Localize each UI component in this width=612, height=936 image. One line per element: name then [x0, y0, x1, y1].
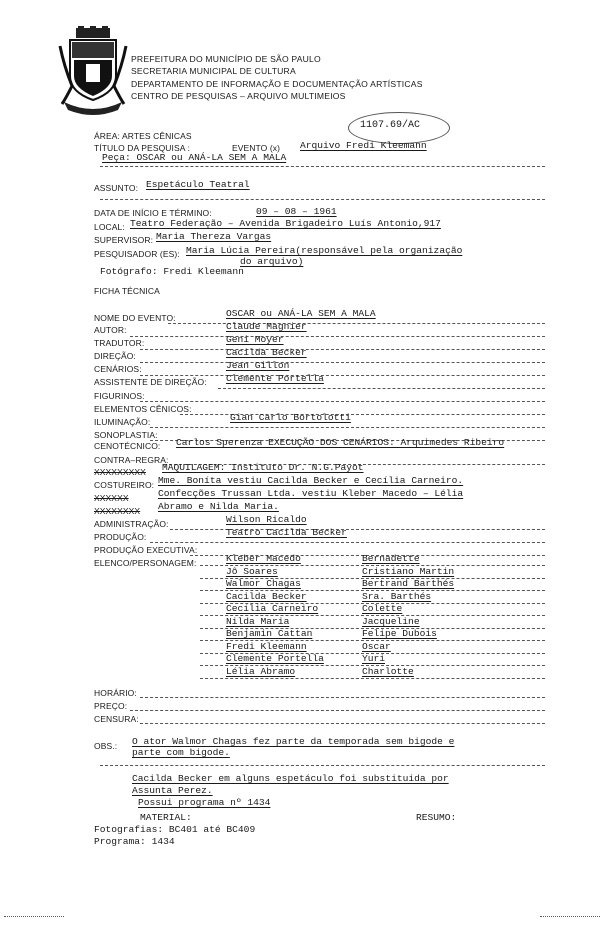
reference-number: 1107.69/AC	[360, 120, 421, 131]
autor-rule	[130, 336, 545, 337]
evento-label: EVENTO (x)	[232, 143, 281, 153]
pesquisador-value-1: Maria Lúcia Pereira(responsável pela organização	[186, 245, 463, 256]
tradutor-rule	[140, 349, 545, 350]
censura-label: CENSURA:	[94, 714, 139, 724]
contra-regra-label: CONTRA–REGRA:	[94, 455, 169, 465]
iluminacao-label: ILUMINAÇÃO:	[94, 417, 151, 427]
autor-label: AUTOR:	[94, 325, 127, 335]
assunto-label: ASSUNTO:	[94, 183, 139, 193]
cast-row-rule	[200, 678, 545, 679]
confeccoes-value-2: Abramo e Nilda Maria.	[158, 501, 279, 512]
nome-evento-label: NOME DO EVENTO:	[94, 313, 176, 323]
producao-rule	[150, 542, 545, 543]
ficha-tecnica-label: FICHA TÉCNICA	[94, 286, 160, 296]
header-line-4: CENTRO DE PESQUISAS – ARQUIVO MULTIMEIOS	[131, 91, 346, 101]
obs-line-5: Possui programa nº 1434	[138, 797, 271, 808]
data-label: DATA DE INÍCIO E TÉRMINO:	[94, 208, 212, 218]
cast-actor: Jô Soares	[226, 565, 278, 577]
cenotecnico-label: CENOTÉCNICO:	[94, 441, 161, 451]
iluminacao-rule	[150, 427, 545, 428]
header-line-2: SECRETARIA MUNICIPAL DE CULTURA	[131, 66, 296, 76]
obs-line-4: Assunta Perez.	[132, 785, 213, 796]
header-line-3: DEPARTAMENTO DE INFORMAÇÃO E DOCUMENTAÇÃO ARTÍSTICAS	[131, 79, 423, 89]
data-value: 09 – 08 – 1961	[256, 206, 337, 217]
scan-artifact-right	[540, 916, 600, 917]
cast-role: Bertrand Barthés	[362, 578, 455, 589]
pecas-value: Peça: OSCAR ou ANÁ-LA SEM A MALA	[102, 152, 287, 163]
fotografias-line: Fotografias: BC401 até BC409	[94, 824, 256, 835]
cenarios-rule	[140, 375, 545, 376]
cast-role: Jacqueline	[362, 615, 420, 627]
direcao-label: DIREÇÃO:	[94, 351, 136, 361]
supervisor-value: Maria Thereza Vargas	[156, 231, 272, 242]
elenco-label: ELENCO/PERSONAGEM:	[94, 558, 197, 568]
preco-rule	[130, 710, 545, 711]
horario-label: HORÁRIO:	[94, 688, 137, 698]
cast-actor: Cacilda Becker	[226, 590, 307, 602]
direcao-value: Cacilda Becker	[226, 347, 307, 358]
elementos-label: ELEMENTOS CÊNICOS:	[94, 404, 192, 414]
direcao-rule	[140, 362, 545, 363]
cast-role: Charlotte	[362, 665, 414, 677]
programa-strike-label: XXXXXXXX	[94, 506, 141, 516]
fotografo-value: Fotógrafo: Fredi Kleemann	[100, 266, 244, 277]
area-label: ÁREA: ARTES CÊNICAS	[94, 131, 192, 141]
header-line-1: PREFEITURA DO MUNICÍPIO DE SÃO PAULO	[131, 54, 321, 64]
cast-actor: Cecília Carneiro	[226, 603, 319, 614]
cenarios-label: CENÁRIOS:	[94, 364, 142, 374]
obs-line-2: parte com bigode.	[132, 747, 230, 758]
cast-role: Sra. Barthés	[362, 590, 432, 602]
resumo-label: RESUMO:	[416, 812, 457, 823]
administracao-label: ADMINISTRAÇÃO:	[94, 519, 169, 529]
coat-of-arms-logo	[58, 26, 128, 116]
administracao-value: Wilson Ricaldo	[226, 514, 307, 525]
local-value: Teatro Federação – Avenida Brigadeiro Luís Antonio,917	[130, 218, 441, 229]
producao-label: PRODUÇÃO:	[94, 532, 147, 542]
obs-label: OBS.:	[94, 741, 118, 751]
scan-artifact-left	[4, 916, 64, 917]
cast-actor: Walmor Chagas	[226, 578, 301, 589]
nome-evento-rule	[168, 323, 545, 324]
cast-actor: Fredi Kleemann	[226, 640, 307, 652]
tradutor-value: Geni Moyer	[226, 334, 284, 345]
cenarios-value: Jean Gillon	[226, 360, 290, 371]
cast-actor: Kleber Macedo	[226, 553, 301, 564]
censura-rule	[140, 723, 545, 724]
cast-role: Felipe Dubois	[362, 628, 437, 639]
cast-role: Yuri	[362, 653, 386, 664]
assistente-label: ASSISTENTE DE DIREÇÃO:	[94, 377, 207, 387]
supervisor-label: SUPERVISOR:	[94, 235, 154, 245]
titulo-label: TÍTULO DA PESQUISA :	[94, 143, 190, 153]
assistente-rule	[218, 388, 545, 389]
sonoplastia-label: SONOPLASTIA:	[94, 430, 158, 440]
title-rule	[100, 166, 545, 167]
cast-actor: Benjamin Cattan	[226, 628, 313, 639]
cast-actor: Lélia Abramo	[226, 665, 296, 677]
cast-role: Cristiano Martin	[362, 565, 455, 577]
maquilagem-value: MAQUILAGEM: Instituto Dr. N.G.Payot	[162, 462, 364, 473]
cast-role: Colette	[362, 603, 403, 614]
cast-actor: Clemente Portella	[226, 653, 324, 664]
programa-line: Programa: 1434	[94, 836, 175, 847]
cast-role: Oscar	[362, 640, 391, 652]
preco-label: PREÇO:	[94, 701, 128, 711]
material-label: MATERIAL:	[140, 812, 192, 823]
titulo-value: Arquivo Fredi Kleemann	[300, 140, 427, 151]
cast-actor: Nilda Maria	[226, 615, 290, 627]
maquilagem-label: XXXXXXXXX	[94, 467, 146, 477]
cenotecnico-value: Carlos Sperenza EXECUÇÃO DOS CENÁRIOS: Arquimedes Ribeiro	[176, 437, 505, 448]
obs-line-1: O ator Walmor Chagas fez parte da temporada sem bigode e	[132, 736, 455, 747]
tradutor-label: TRADUTOR:	[94, 338, 145, 348]
obs-rule-1	[100, 765, 545, 766]
local-label: LOCAL:	[94, 222, 125, 232]
figurinos-label: FIGURINOS:	[94, 391, 145, 401]
iluminacao-value: Gian Carlo Bortolotti	[230, 412, 351, 423]
assunto-rule	[100, 199, 545, 200]
pesquisador-label: PESQUISADOR (ES):	[94, 249, 180, 259]
obs-line-3: Cacilda Becker em alguns espetáculo foi substituida por	[132, 773, 449, 784]
autor-value: Claude Magnier	[226, 321, 307, 332]
confeccoes-value-1: Confecções Trussan Ltda. vestiu Kleber Macedo – Lélia	[158, 488, 464, 499]
assistente-value: Clemente Portella	[226, 373, 324, 384]
pesquisador-value-2: do arquivo)	[240, 256, 304, 267]
cast-role: Bernadette	[362, 553, 420, 564]
confeccoes-label: XXXXXX	[94, 493, 129, 503]
costureiro-label: COSTUREIRO:	[94, 480, 155, 490]
producao-value: Teatro Cacilda Becker	[226, 527, 347, 538]
horario-rule	[140, 697, 545, 698]
producao-executiva-label: PRODUÇÃO EXECUTIVA:	[94, 545, 198, 555]
figurinos-rule	[140, 401, 545, 402]
costureiro-value: Mme. Boníta vestiu Cacilda Becker e Cecília Carneiro.	[158, 475, 464, 486]
nome-evento-value: OSCAR ou ANÁ-LA SEM A MALA	[226, 308, 376, 319]
assunto-value: Espetáculo Teatral	[146, 179, 250, 190]
